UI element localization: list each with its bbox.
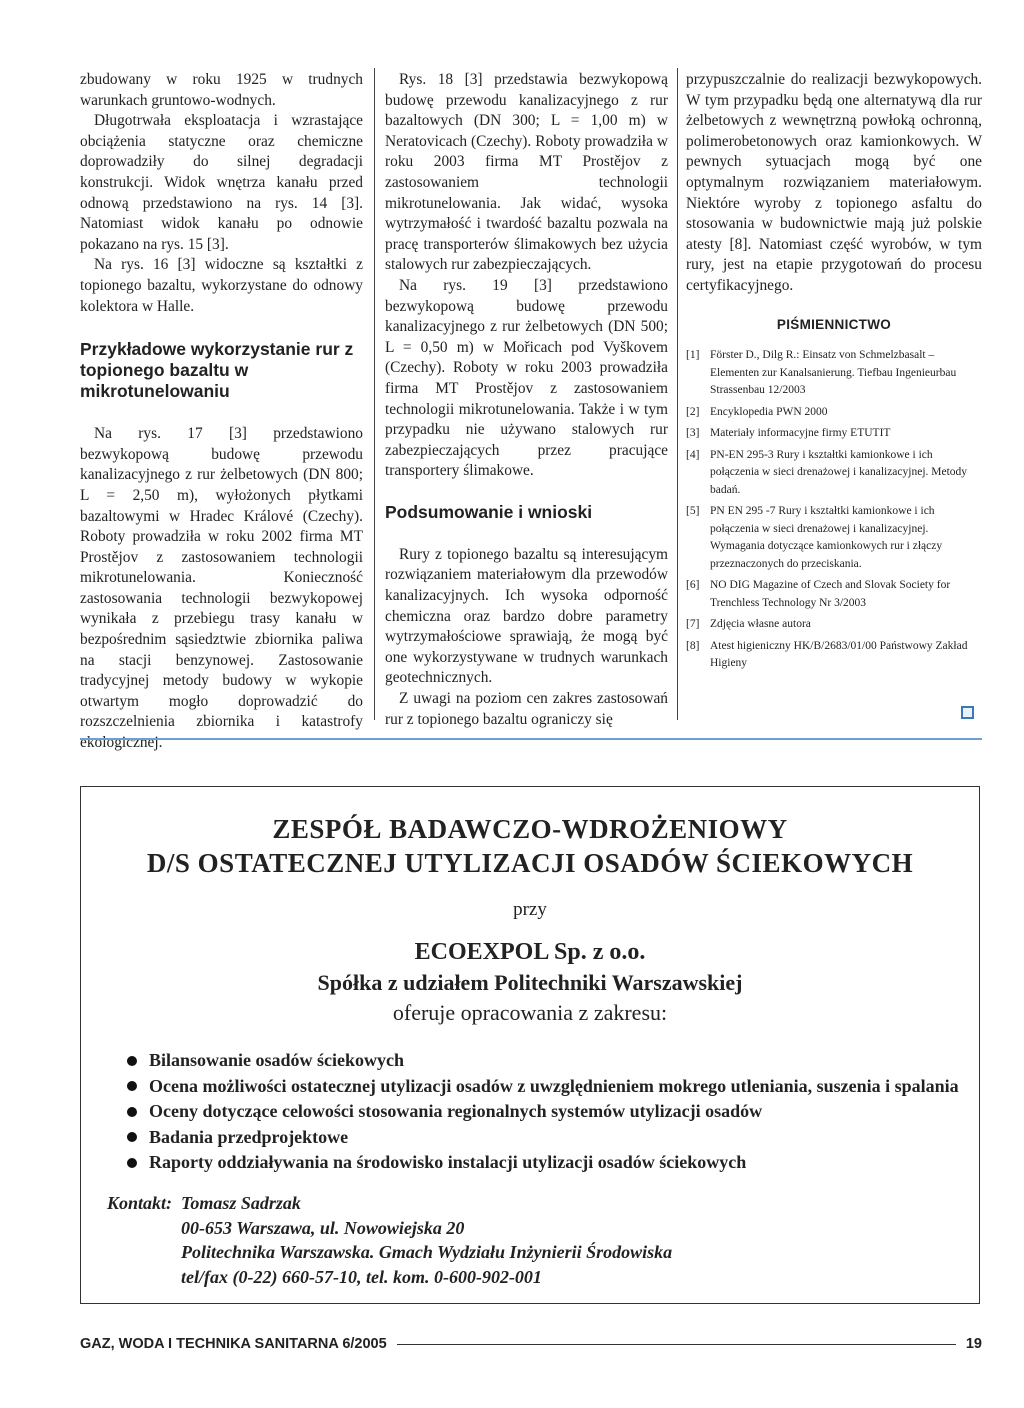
bullet-icon [127, 1158, 137, 1168]
page-footer [80, 1333, 982, 1355]
reference-text: Zdjęcia własne autora [710, 618, 811, 631]
advertisement-box [80, 786, 980, 1304]
column-divider [677, 68, 678, 720]
ad-title-line-1: ZESPÓŁ BADAWCZO-WDROŻENIOWY [272, 814, 788, 844]
reference-text: PN-EN 295-3 Rury i kształtki kamionkowe i ich połączenia w sieci drenażowej i kanalizacyjnej. Metody badań. [710, 448, 968, 496]
ad-company-sub: Spółka z udziałem Politechniki Warszawskiej [317, 970, 743, 995]
section-heading: Przykładowe wykorzystanie rur z topionego bazaltu w mikrotunelowaniu [80, 339, 354, 402]
paragraph: Rys. 18 [3] przedstawia bezwykopową budowę przewodu kanalizacyjnego z rur bazaltowych (DN 300; L = 1,00 m) w Neratovicach (Czechy). Roboty prowadziła w roku 2003 firma MT Prostějov z zastosowaniem technologii mikrotunelowania. Jak widać, wysoka wytrzymałość i twardość bazaltu pozwala na pracę transporterów ślimakowych bez użycia stalowych rur zabezpieczających. [385, 71, 668, 274]
paragraph: przypuszczalnie do realizacji bezwykopowych. W tym przypadku będą one alternatywą dla rur żelbetowych z wewnętrzną powłoką ochronną, polimerobetonowych oraz kamionkowych. W pewnych sytuacjach mogą być one optymalnym rozwiązaniem materiałowym. Niektóre wyroby z topionego asfaltu do stosowania w budownictwie mają już polskie atesty [8]. Natomiast część wyrobów, w tym rury, jest na etapie przygotowań do procesu certyfikacyjnego. [686, 71, 982, 294]
bullet-icon [127, 1107, 137, 1117]
reference-text: Encyklopedia PWN 2000 [710, 405, 828, 418]
article-column-2 [385, 70, 668, 730]
reference-number: [2] [686, 405, 700, 418]
ad-company: ECOEXPOL Sp. z o.o. [414, 939, 646, 965]
paragraph: Na rys. 16 [3] widoczne są kształtki z topionego bazaltu, wykorzystane do odnowy kolektora w Halle. [80, 256, 363, 315]
ad-service-item [127, 1125, 979, 1151]
paragraph: Z uwagi na poziom cen zakres zastosowań rur z topionego bazaltu ograniczy się [385, 690, 668, 728]
ad-przy: przy [513, 899, 547, 920]
ad-offer: oferuje opracowania z zakresu: [392, 1000, 668, 1025]
paragraph: zbudowany w roku 1925 w trudnych warunkach gruntowo-wodnych. [80, 71, 363, 109]
paragraph: Długotrwała eksploatacja i wzrastające obciążenia statyczne oraz chemiczne doprowadziły do silnej degradacji konstrukcji. Widok wnętrza kanału przed odnową przedstawiono na rys. 14 [3]. Natomiast widok kanału po odnowie pokazano na rys. 15 [3]. [80, 112, 363, 253]
contact-phone: tel/fax (0-22) 660-57-10, tel. kom. 0-600-902-001 [181, 1266, 542, 1287]
section-separator [80, 738, 982, 740]
reference-number: [8] [686, 639, 700, 652]
paragraph: Na rys. 17 [3] przedstawiono bezwykopową budowę przewodu kanalizacyjnego z rur żelbetowych (DN 800; L = 2,50 m), wyłożonych płytkami bazaltowymi w Hradec Králové (Czechy). Roboty prowadziła w roku 2002 firma MT Prostějov z zastosowaniem technologii mikrotunelowania. Konieczność zastosowania technologii bezwykopowej wynikała z przebiegu trasy kanału w bezpośrednim sąsiedztwie zbiornika paliwa na stacji benzynowej. Zastosowanie tradycyjnej metody budowy w wykopie otwartym mogło doprowadzić do rozszczelnienia zbiornika i katastrofy ekologicznej. [80, 425, 363, 752]
reference-text: NO DIG Magazine of Czech and Slovak Society for Trenchless Technology Nr 3/2003 [710, 579, 951, 609]
article-end-square-icon [961, 706, 974, 719]
reference-number: [4] [686, 448, 700, 461]
reference-text: Atest higieniczny HK/B/2683/01/00 Państwowy Zakład Higieny [710, 639, 968, 670]
paragraph: Na rys. 19 [3] przedstawiono bezwykopową budowę przewodu kanalizacyjnego z rur żelbetowych (DN 500; L = 0,50 m) w Mořicach pod Vyškovem (Czechy). Roboty w roku 2003 prowadziła firma MT Prostějov z zastosowaniem technologii mikrotunelowania. Także i w tym przypadku nie używano stalowych rur zabezpieczających przez pracujące transportery ślimakowe. [385, 276, 668, 480]
reference-item [686, 404, 982, 422]
reference-number: [3] [686, 427, 700, 440]
article-column-3 [686, 70, 982, 677]
ad-service-item [127, 1150, 979, 1176]
ad-service-text: Raporty oddziaływania na środowisko instalacji utylizacji osadów ściekowych [149, 1152, 747, 1172]
reference-number: [7] [686, 618, 700, 631]
section-heading: Podsumowanie i wnioski [385, 501, 593, 522]
contact-institution: Politechnika Warszawska. Gmach Wydziału Inżynierii Środowiska [181, 1242, 673, 1262]
article-column-1 [80, 70, 363, 754]
bullet-icon [127, 1081, 137, 1091]
ad-title-line-2: D/S OSTATECZNEJ UTYLIZACJI OSADÓW ŚCIEKOWYCH [146, 848, 914, 878]
reference-item [686, 616, 982, 634]
ad-service-text: Bilansowanie osadów ściekowych [149, 1050, 405, 1070]
contact-name: Tomasz Sadrzak [181, 1193, 301, 1213]
bullet-icon [127, 1056, 137, 1066]
reference-item [686, 425, 982, 443]
ad-services-list [127, 1048, 979, 1176]
ad-service-text: Ocena możliwości ostatecznej utylizacji osadów z uwzględnieniem mokrego utleniania, suszenia i spalania [149, 1075, 959, 1096]
reference-text: PN EN 295 -7 Rury i kształtki kamionkowe i ich połączenia w sieci drenażowej i kanalizacyjnej. Wymagania dotyczące kamionkowych rur i złączy przeznaczonych do przeciskania. [710, 505, 943, 570]
paragraph: Rury z topionego bazaltu są interesującym rozwiązaniem materiałowym dla przewodów kanalizacyjnych. Ich wysoka odporność chemiczna oraz bardzo dobre parametry wytrzymałościowe sprawiają, że mogą być one wykorzystywane w trudnych warunkach geotechnicznych. [385, 545, 668, 687]
ad-contact [107, 1191, 672, 1289]
column-divider [374, 68, 375, 720]
ad-service-item [127, 1099, 979, 1125]
ad-service-text: Oceny dotyczące celowości stosowania regionalnych systemów utylizacji osadów [149, 1101, 763, 1121]
reference-item [686, 503, 982, 573]
reference-item [686, 347, 982, 400]
footer-rule [397, 1344, 956, 1345]
reference-text: Förster D., Dilg R.: Einsatz von Schmelzbasalt – Elementen zur Kanalsanierung. Tiefbau Ingenieurbau Strassenbau 12/2003 [710, 349, 957, 397]
reference-text: Materiały informacyjne firmy ETUTIT [710, 427, 891, 440]
journal-title: GAZ, WODA I TECHNIKA SANITARNA 6/2005 [80, 1336, 387, 1352]
contact-label: Kontakt: [107, 1193, 173, 1213]
reference-item [686, 638, 982, 673]
reference-number: [1] [686, 349, 700, 362]
reference-item [686, 577, 982, 612]
reference-item [686, 447, 982, 500]
ad-service-text: Badania przedprojektowe [149, 1126, 349, 1147]
references-heading: PIŚMIENNICTWO [776, 316, 892, 332]
ad-service-item [127, 1074, 979, 1100]
reference-number: [5] [686, 505, 700, 518]
references-list [686, 347, 982, 673]
reference-number: [6] [686, 579, 700, 592]
ad-service-item [127, 1048, 979, 1074]
contact-address: 00-653 Warszawa, ul. Nowowiejska 20 [181, 1217, 465, 1238]
bullet-icon [127, 1132, 137, 1142]
page-number: 19 [965, 1336, 982, 1352]
